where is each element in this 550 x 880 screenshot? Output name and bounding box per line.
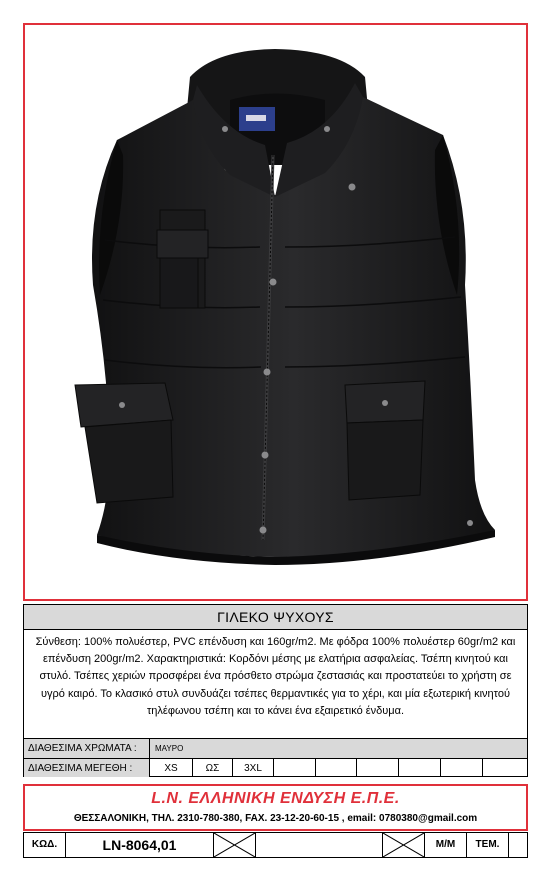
vest-image xyxy=(25,25,526,599)
product-image-frame xyxy=(23,23,528,601)
empty-cell xyxy=(256,833,383,857)
size-cell: XS xyxy=(150,759,193,777)
empty-cell xyxy=(509,833,527,857)
empty-crossed-cell xyxy=(383,833,425,857)
product-code-row xyxy=(23,832,528,858)
size-cell: ΩΣ xyxy=(193,759,233,777)
empty-crossed-cell xyxy=(214,833,256,857)
available-sizes-row xyxy=(24,758,527,777)
company-box xyxy=(23,784,528,831)
product-title: ΓΙΛΕΚΟ ΨΥΧΟΥΣ xyxy=(24,605,527,630)
company-contact: ΘΕΣΣΑΛΟΝΙΚΗ, ΤΗΛ. 2310-780-380, FAX. 23-12-20-60-15 , email: 0780380@gmail.com xyxy=(73,813,478,824)
code-label: ΚΩΔ. xyxy=(24,833,66,857)
size-cell: 3XL xyxy=(233,759,274,777)
size-cell xyxy=(441,759,483,777)
available-colors-cell xyxy=(150,739,527,758)
product-description: Σύνθεση: 100% πολυέστερ, PVC επένδυση και 160gr/m2. Με φόδρα 100% πολυέστερ 60gr/m2 και επένδυση 200gr/m2. Χαρακτηριστικά: Κορδόνι μέσης με ελατήρια ασφαλείας. Τσέπη κινητού και στυλό. Τσέπες χεριών προσφέρει ένα πρόσθετο στρώμα ζεστασιάς και προστατεύει το χρήστη σε υγρό καιρό. Το κλασικό στυλ συνδυάζει τσέπες θερμαντικές για το χέρι, και μία εξωτερική κινητού τηλέφωνου τσέπη και το κάνει ένα εξαιρετικό ένδυμα. xyxy=(35,636,516,717)
size-cell xyxy=(483,759,527,777)
product-info-table xyxy=(23,604,528,777)
piece-label: ΤΕΜ. xyxy=(467,833,509,857)
available-colors-value: ΜΑΥΡΟ xyxy=(155,744,184,753)
code-value: LN-8064,01 xyxy=(66,833,214,857)
size-cell xyxy=(399,759,441,777)
unit-label: Μ/Μ xyxy=(425,833,467,857)
available-colors-label: ΔΙΑΘΕΣΙΜΑ ΧΡΩΜΑΤΑ : xyxy=(24,739,150,758)
available-sizes-label: ΔΙΑΘΕΣΙΜΑ ΜΕΓΕΘΗ : xyxy=(24,759,150,777)
size-cell xyxy=(357,759,399,777)
size-cell xyxy=(274,759,316,777)
available-colors-row xyxy=(24,738,527,758)
company-name: L.N. ΕΛΛΗΝΙΚΗ ΕΝΔΥΣΗ Ε.Π.Ε. xyxy=(151,790,400,807)
size-cell xyxy=(316,759,357,777)
